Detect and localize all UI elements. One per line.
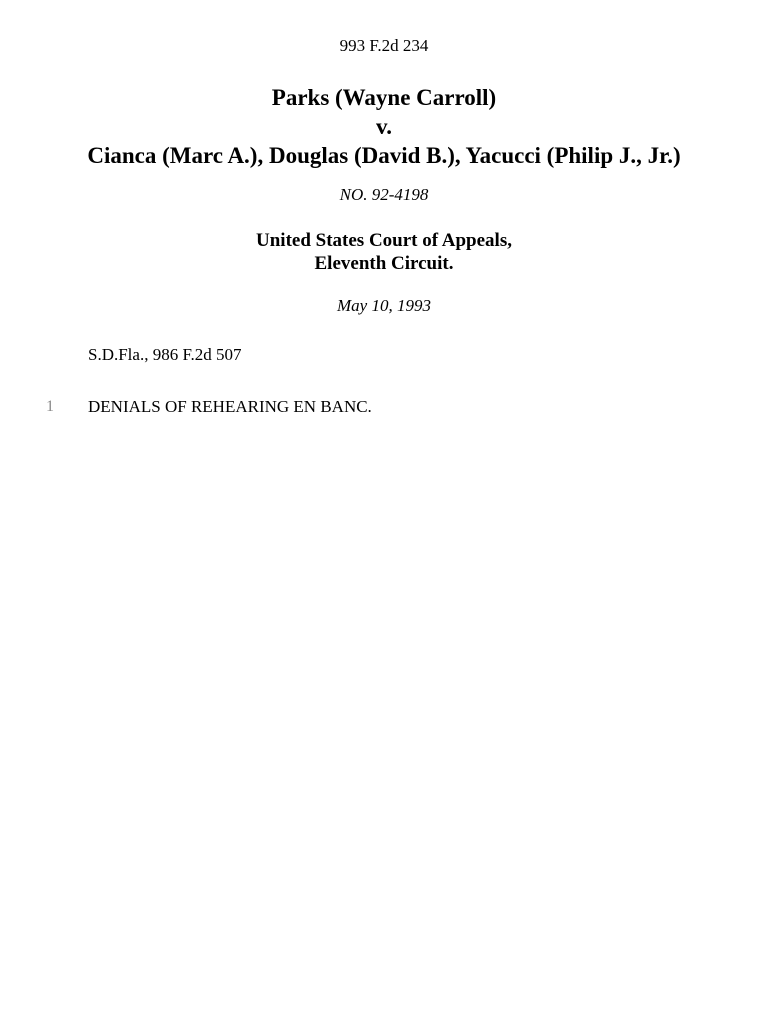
court-name-line-1: United States Court of Appeals, — [256, 230, 512, 251]
versus-label: v. — [376, 114, 392, 139]
paragraph-number: 1 — [46, 398, 54, 415]
case-caption — [0, 83, 768, 170]
court-name-line-2: Eleventh Circuit. — [314, 253, 454, 274]
docket-number: NO. 92-4198 — [339, 185, 429, 204]
defendant-names: Cianca (Marc A.), Douglas (David B.), Yacucci (Philip J., Jr.) — [87, 143, 681, 168]
paragraph — [0, 397, 768, 417]
lower-court-reference: S.D.Fla., 986 F.2d 507 — [88, 345, 242, 364]
decision-date: May 10, 1993 — [337, 296, 431, 315]
court-name — [0, 229, 768, 275]
plaintiff-name: Parks (Wayne Carroll) — [271, 85, 497, 110]
paragraph-text: DENIALS OF REHEARING EN BANC. — [88, 397, 372, 416]
reporter-citation: 993 F.2d 234 — [339, 36, 429, 55]
